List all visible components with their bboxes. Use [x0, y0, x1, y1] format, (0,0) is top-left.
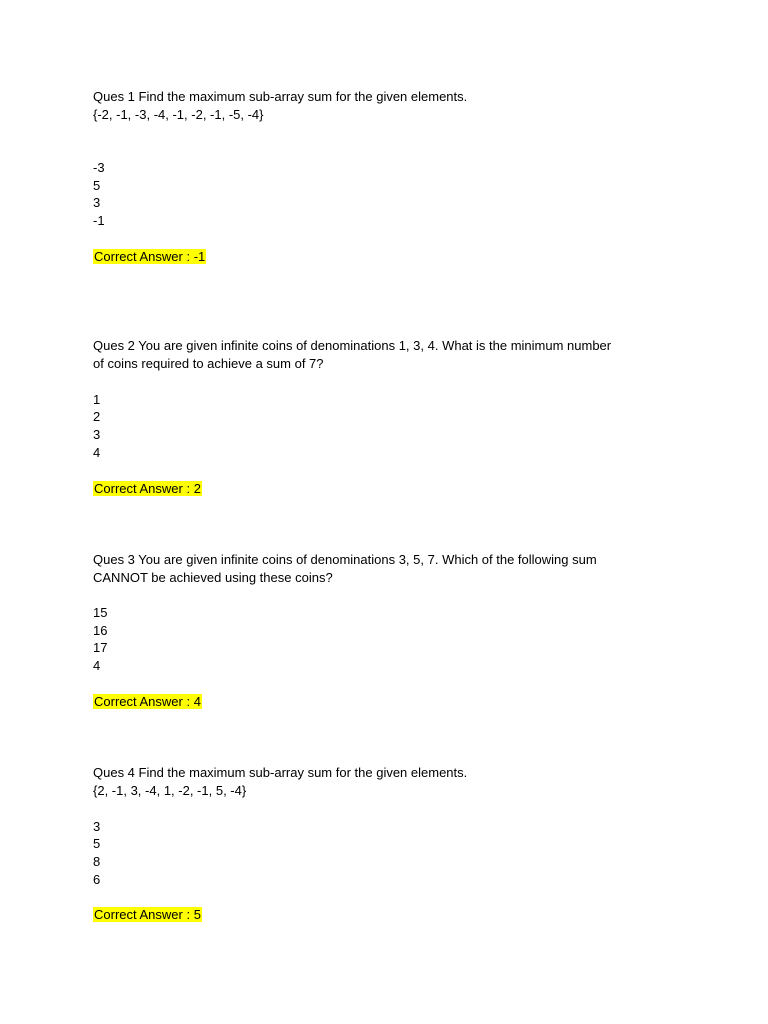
question-1-text: Ques 1 Find the maximum sub-array sum for the given elements.	[93, 89, 468, 104]
question-1-elements: {-2, -1, -3, -4, -1, -2, -1, -5, -4}	[93, 107, 264, 122]
question-1-option-3: 3	[93, 195, 101, 210]
question-3-option-1: 15	[93, 605, 108, 620]
question-3-correct-answer: Correct Answer : 4	[94, 694, 201, 709]
question-3-option-4: 4	[93, 658, 101, 673]
question-2-option-1: 1	[93, 392, 101, 407]
question-1-correct-answer: Correct Answer : -1	[94, 249, 206, 264]
question-2-option-2: 2	[93, 409, 101, 424]
question-3-text: Ques 3 You are given infinite coins of denominations 3, 5, 7. Which of the following sum	[93, 552, 597, 567]
question-4-option-3: 8	[93, 854, 101, 869]
question-4-option-2: 5	[93, 836, 101, 851]
question-2-text-continued: of coins required to achieve a sum of 7?	[93, 356, 324, 371]
question-1-option-1: -3	[93, 160, 105, 175]
question-4-option-4: 6	[93, 872, 101, 887]
question-2-option-4: 4	[93, 445, 101, 460]
question-2-option-3: 3	[93, 427, 101, 442]
question-4-elements: {2, -1, 3, -4, 1, -2, -1, 5, -4}	[93, 783, 247, 798]
question-4-text: Ques 4 Find the maximum sub-array sum for the given elements.	[93, 765, 468, 780]
question-3-option-3: 17	[93, 640, 108, 655]
question-4-correct-answer: Correct Answer : 5	[94, 907, 201, 922]
question-4-option-1: 3	[93, 819, 101, 834]
question-2-correct-answer: Correct Answer : 2	[94, 481, 201, 496]
question-3-text-continued: CANNOT be achieved using these coins?	[93, 570, 333, 585]
question-1-option-4: -1	[93, 213, 105, 228]
question-2-text: Ques 2 You are given infinite coins of denominations 1, 3, 4. What is the minimum number	[93, 338, 612, 353]
question-1-option-2: 5	[93, 178, 101, 193]
question-3-option-2: 16	[93, 623, 108, 638]
